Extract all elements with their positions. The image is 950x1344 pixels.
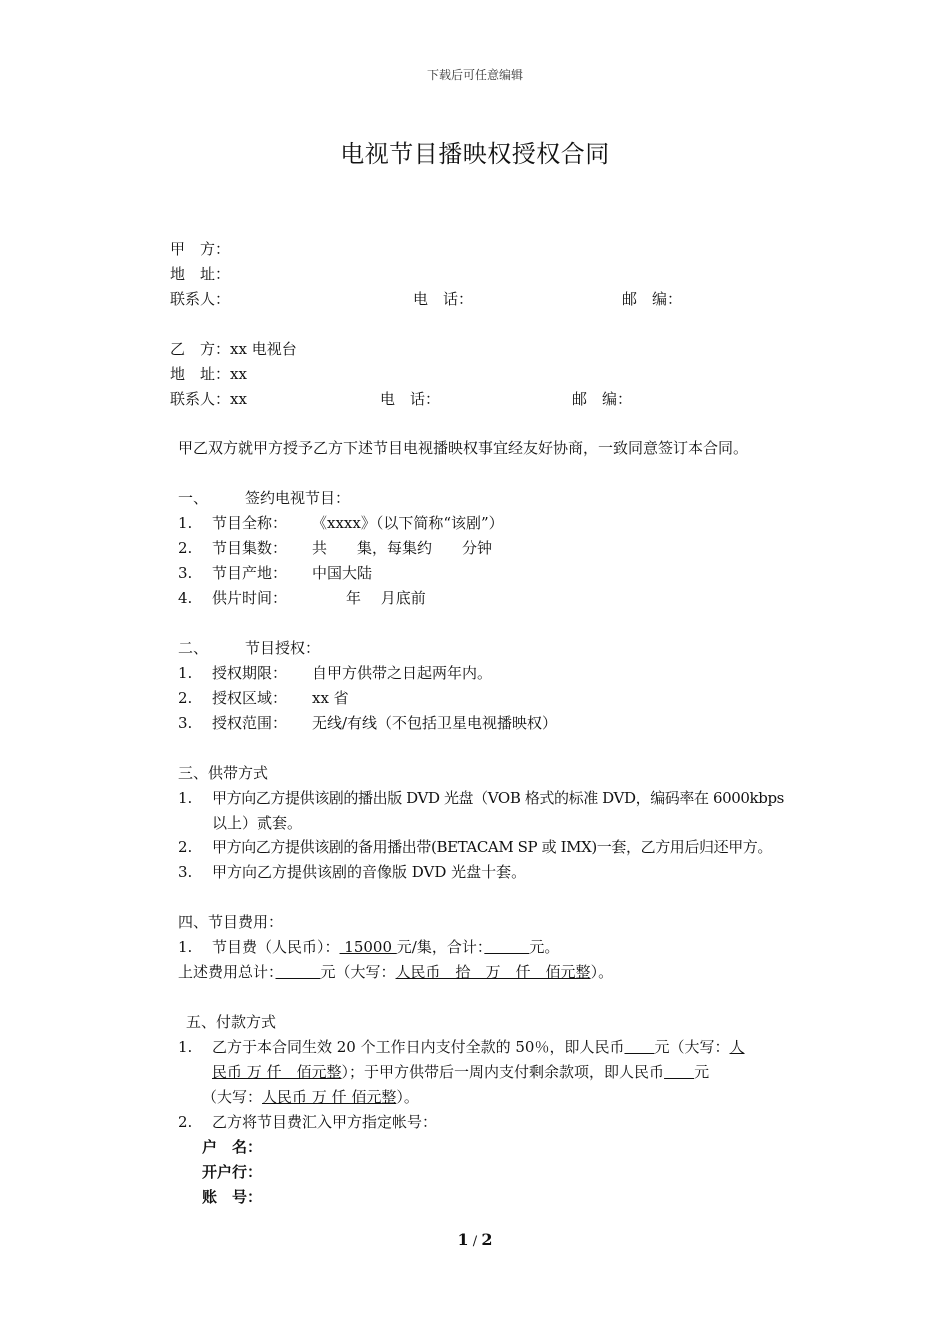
s1-item-2-value: 共 集，每集约 分钟 — [312, 539, 493, 557]
party-a-address-label: 地 址： — [170, 265, 231, 283]
party-b-address-label: 地 址： — [170, 365, 231, 383]
intro-paragraph: 甲乙双方就甲方授予乙方下述节目电视播映权事宜经友好协商，一致同意签订本合同。 — [178, 439, 749, 457]
s4-item-1-num: 1. — [178, 938, 193, 956]
s4-total-blank — [276, 963, 321, 981]
s3-item-3-text: 甲方向乙方提供该剧的音像版 DVD 光盘十套。 — [212, 863, 527, 881]
account-bank-label: 开户行： — [202, 1163, 263, 1181]
page-total: 2 — [481, 1230, 493, 1249]
s3-item-1-num: 1. — [178, 789, 193, 807]
s4-item-1-line — [212, 937, 559, 957]
header-note: 下载后可任意编辑 — [426, 68, 523, 82]
s1-item-4-label: 供片时间： — [212, 589, 288, 607]
s2-heading: 节目授权： — [245, 639, 321, 657]
s5-item-1-line-1 — [212, 1037, 745, 1057]
s5-heading: 五、付款方式 — [186, 1013, 277, 1031]
party-b-postcode-label: 邮 编： — [572, 390, 633, 408]
s5-line-3-label: （大写： — [202, 1088, 263, 1106]
s4-total-label: 上述费用总计： — [178, 963, 276, 981]
s4-total-caps-label: 元（大写： — [320, 963, 396, 981]
party-b-contact-label: 联系人： — [170, 390, 231, 408]
s2-item-2-label: 授权区域： — [212, 689, 288, 707]
party-a-contact-label: 联系人： — [170, 290, 231, 308]
s4-heading: 四、节目费用： — [178, 913, 284, 931]
s1-item-1-num: 1. — [178, 514, 193, 532]
s1-item-1-value: 《xxxx》（以下简称“该剧”） — [312, 514, 504, 532]
page-separator: / — [468, 1234, 482, 1249]
s4-total-caps: 人民币 拾 万 仟 佰元整 — [395, 963, 591, 981]
party-b-name-label: 乙 方： — [170, 340, 231, 358]
document-title: 电视节目播映权授权合同 — [340, 140, 610, 168]
s5-line-1-caps: 人 — [729, 1038, 745, 1056]
s4-fee-total-blank — [484, 938, 529, 956]
s4-fee-label: 节目费（人民币）： — [212, 938, 340, 956]
s5-line-2-text: ）；于甲方供带后一周内支付剩余款项，即人民币 — [341, 1063, 665, 1081]
account-name-label: 户 名： — [202, 1138, 263, 1156]
s2-item-3-num: 3. — [178, 714, 193, 732]
s1-item-3-num: 3. — [178, 564, 193, 582]
s2-item-3-label: 授权范围： — [212, 714, 288, 732]
s1-item-3-value: 中国大陆 — [312, 564, 373, 582]
s1-item-2-label: 节目集数： — [212, 539, 288, 557]
s5-item-2-text: 乙方将节目费汇入甲方指定帐号： — [212, 1113, 438, 1131]
s5-item-1-line-3 — [202, 1087, 419, 1107]
s3-item-2-text: 甲方向乙方提供该剧的备用播出带(BETACAM SP 或 IMX)一套，乙方用后归还甲方。 — [212, 838, 773, 856]
s4-total-line — [178, 962, 613, 982]
s5-line-2-yuan: 元 — [694, 1063, 710, 1081]
party-b-phone-label: 电 话： — [380, 390, 441, 408]
s4-total-end: ）。 — [590, 963, 614, 981]
party-a-phone-label: 电 话： — [413, 290, 474, 308]
s1-item-4-value: 年 月底前 — [346, 589, 426, 607]
s5-item-2-num: 2. — [178, 1113, 193, 1131]
s5-line-2-blank — [664, 1063, 694, 1081]
s1-item-4-num: 4. — [178, 589, 193, 607]
s3-item-2-num: 2. — [178, 838, 193, 856]
party-a-postcode-label: 邮 编： — [622, 290, 683, 308]
s5-line-3-caps: 人民币 万 仟 佰元整 — [262, 1088, 397, 1106]
s4-fee-yuan: 元。 — [529, 938, 560, 956]
party-a-name-label: 甲 方： — [170, 240, 231, 258]
party-b-address-value: xx — [230, 365, 247, 383]
s2-item-2-num: 2. — [178, 689, 193, 707]
s5-line-3-end: ）。 — [396, 1088, 419, 1106]
s2-item-1-value: 自甲方供带之日起两年内。 — [312, 664, 493, 682]
s5-item-1-num: 1. — [178, 1038, 193, 1056]
s3-item-1-line-2: 以上）贰套。 — [212, 814, 303, 832]
s2-item-1-num: 1. — [178, 664, 193, 682]
s5-item-1-line-2 — [212, 1062, 709, 1082]
s1-item-2-num: 2. — [178, 539, 193, 557]
s1-heading: 签约电视节目： — [245, 489, 351, 507]
s3-heading: 三、供带方式 — [178, 764, 269, 782]
party-b-name-value: xx 电视台 — [230, 340, 297, 358]
s3-item-3-num: 3. — [178, 863, 193, 881]
page-number — [0, 1230, 950, 1249]
s1-item-3-label: 节目产地： — [212, 564, 288, 582]
s2-item-1-label: 授权期限： — [212, 664, 288, 682]
s5-line-1-blank — [624, 1038, 654, 1056]
s2-item-3-value: 无线/有线（不包括卫星电视播映权） — [312, 714, 558, 732]
s4-fee-amount: 15000 — [339, 938, 397, 956]
account-number-label: 账 号： — [202, 1188, 263, 1206]
s5-line-1-text: 乙方于本合同生效 20 个工作日内支付全款的 50％，即人民币 — [212, 1038, 625, 1056]
party-b-contact-value: xx — [230, 390, 247, 408]
s4-fee-unit: 元/集，合计： — [396, 938, 485, 956]
s3-item-1-line-1: 甲方向乙方提供该剧的播出版 DVD 光盘（VOB 格式的标准 DVD，编码率在 6000kbps — [212, 789, 784, 807]
s2-number: 二、 — [178, 639, 209, 657]
page-current: 1 — [457, 1230, 469, 1249]
s2-item-2-value: xx 省 — [312, 689, 349, 707]
party-b-contact-line — [170, 389, 247, 409]
s1-number: 一、 — [178, 489, 209, 507]
s1-item-1-label: 节目全称： — [212, 514, 288, 532]
s5-line-2-caps: 民币 万 仟 佰元整 — [212, 1063, 342, 1081]
party-b-address-line — [170, 364, 247, 384]
s5-line-1-caps-label: 元（大写： — [654, 1038, 730, 1056]
party-b-name-line — [170, 339, 297, 359]
